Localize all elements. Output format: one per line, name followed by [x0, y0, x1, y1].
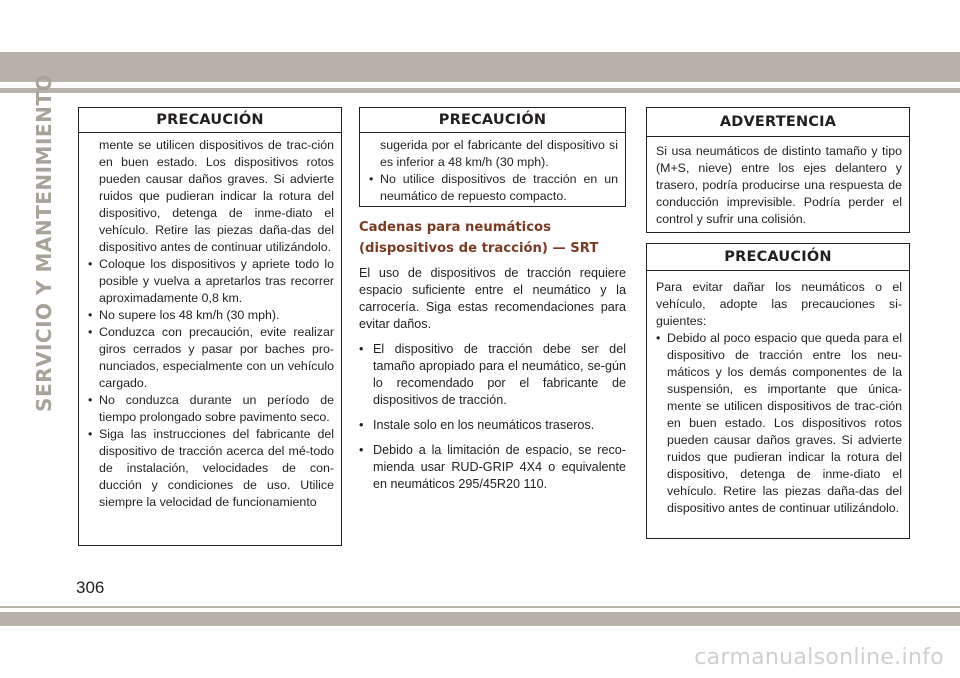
- list-item: • Siga las instrucciones del fabricante del dispositivo de tracción acerca del mé-todo de instalación, velocidades de con-ducción y condiciones de uso. Utilice siempre la velocidad de funcionamiento: [88, 426, 334, 511]
- recommendation-list: [359, 341, 626, 493]
- list-item: • Coloque los dispositivos y apriete todo lo posible y vuelva a apretarlos tras recorrer aproximadamente 0,8 km.: [88, 256, 334, 307]
- caution-box-col3: [646, 243, 910, 539]
- list-item: • Instale solo en los neumáticos traseros.: [359, 417, 626, 434]
- chapter-side-tab: [32, 74, 57, 412]
- caution-continuation: sugerida por el fabricante del dispositivo si es inferior a 48 km/h (30 mph).: [380, 138, 618, 169]
- section-title: Cadenas para neumáticos (dispositivos de tracción) — SRT: [359, 220, 599, 256]
- list-item: • Debido a la limitación de espacio, se reco-mienda usar RUD-GRIP 4X4 o equivalente en neumáticos 295/45R20 110.: [359, 442, 626, 493]
- list-item: • No conduzca durante un período de tiempo prolongado sobre pavimento seco.: [88, 392, 334, 426]
- header-band: [0, 52, 960, 82]
- watermark: carmanualsonline.info: [694, 645, 944, 670]
- caution-box-col2: [359, 107, 626, 207]
- footer-band: [0, 612, 960, 626]
- list-item: • Conduzca con precaución, evite realizar giros cerrados y pasar por baches pro-nunciados, especialmente con un vehículo cargado.: [88, 324, 334, 392]
- caution-heading: PRECAUCIÓN: [360, 108, 625, 133]
- warning-heading: ADVERTENCIA: [647, 108, 909, 137]
- caution-intro: Para evitar dañar los neumáticos o el vehículo, adopte las precauciones si-guientes:: [656, 280, 902, 328]
- caution-bullet-list: [88, 256, 334, 511]
- chapter-title: SERVICIO Y MANTENIMIENTO: [32, 74, 57, 412]
- caution-box-col1: [78, 107, 342, 546]
- warning-text: Si usa neumáticos de distinto tamaño y tipo (M+S, nieve) entre los ejes delantero y trasero, podría producirse una respuesta de conducción imprevisible. Podría perder el control y sufrir una colisión.: [656, 144, 902, 226]
- list-item: • No supere los 48 km/h (30 mph).: [88, 307, 334, 324]
- list-item: • Debido al poco espacio que queda para el dispositivo de tracción entre los neu-máticos y los demás componentes de la suspensión, es importante que única-mente se utilicen dispositivos de trac-ción en buen estado. Los dispositivos rotos pueden causar daños graves. Si advierte ruidos que pudieran indicar la rotura del dispositivo, detenga de inme-diato el vehículo. Retire las piezas daña-das del dispositivo antes de continuar utilizándolo.: [656, 330, 902, 517]
- section-body: [359, 265, 626, 501]
- caution-bullet-list: [656, 330, 902, 517]
- header-rule: [0, 88, 960, 93]
- caution-body: [647, 271, 909, 523]
- caution-body: [360, 133, 625, 211]
- list-item: • No utilice dispositivos de tracción en un neumático de repuesto compacto.: [369, 171, 618, 205]
- footer-rule: [0, 606, 960, 608]
- list-item: • El dispositivo de tracción debe ser del tamaño apropiado para el neumático, se-gún lo recomendado por el fabricante de dispositivos de tracción.: [359, 341, 626, 409]
- caution-bullet-list: [369, 171, 618, 205]
- warning-box: [646, 107, 910, 233]
- caution-body: [79, 133, 341, 517]
- caution-heading: PRECAUCIÓN: [79, 108, 341, 133]
- caution-continuation: mente se utilicen dispositivos de trac-ción en buen estado. Los dispositivos rotos pueden causar daños graves. Si advierte ruidos que pudieran indicar la rotura del dispositivo, detenga de inme-diato el vehículo. Retire las piezas daña-das del dispositivo antes de continuar utilizándolo.: [99, 138, 334, 254]
- section-intro: El uso de dispositivos de tracción requiere espacio suficiente entre el neumático y la carrocería. Siga estas recomendaciones para evitar daños.: [359, 266, 626, 331]
- page-number: 306: [76, 578, 105, 597]
- caution-heading: PRECAUCIÓN: [647, 244, 909, 271]
